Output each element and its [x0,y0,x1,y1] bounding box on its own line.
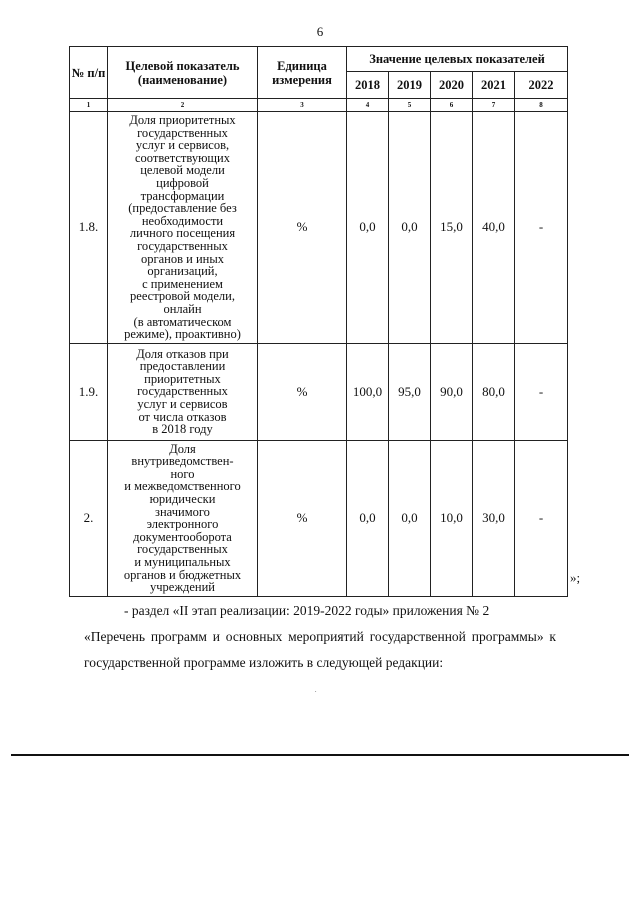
column-number: 8 [515,99,568,112]
header-year: 2019 [389,72,431,99]
header-unit: Единица измерения [258,47,347,99]
stray-mark: . [315,688,317,694]
name-line: необходимости [141,213,224,228]
table-row [70,440,568,596]
name-line: цифровой [156,175,209,190]
name-line: личного посещения [129,226,236,241]
name-line: (в автоматическом [133,314,232,329]
value-cell: 40,0 [473,112,515,344]
name-line: государственных [137,125,228,140]
name-line: органов и иных [141,251,224,266]
name-line: в 2018 году [152,422,213,437]
paragraph-first-line: - раздел «II этап реализации: 2019-2022 годы» приложения № 2 [124,603,490,618]
paragraph-continuation: «Перечень программ и основных мероприятий государственной программы» к государственной программе изложить в следующей редакции: [84,629,556,670]
value-cell: - [515,112,568,344]
value-cell: 30,0 [473,440,515,596]
column-number: 1 [70,99,108,112]
column-number: 3 [258,99,347,112]
name-line: ного [170,466,195,481]
value-cell: 0,0 [347,440,389,596]
name-line: органов и бюджетных [123,567,242,582]
table-closing-quote: »; [570,570,581,585]
name-line: значимого [155,504,210,519]
column-number: 2 [108,99,258,112]
name-line: внутриведомствен- [131,454,234,469]
value-cell: - [515,440,568,596]
name-line: предоставлении [139,359,226,374]
column-number-row [70,99,568,112]
name-line: и муниципальных [134,555,231,570]
value-cell: 15,0 [431,112,473,344]
name-line: от числа отказов [138,409,227,424]
header-year: 2020 [431,72,473,99]
page-number: 6 [316,24,324,39]
indicator-name [108,112,258,344]
header-values: Значение целевых показателей [347,47,568,72]
table-row [70,112,568,344]
name-line: с применением [142,276,223,291]
name-line: услуг и сервисов, [135,138,230,153]
row-number: 2. [70,440,108,596]
name-line: Доля отказов при [136,346,229,361]
table-row [70,343,568,440]
unit-cell: % [258,440,347,596]
column-number: 6 [431,99,473,112]
value-cell: 10,0 [431,440,473,596]
header-name: Целевой показатель (наименование) [108,47,258,99]
value-cell: 0,0 [347,112,389,344]
target-indicators-table [69,46,568,597]
header-year: 2021 [473,72,515,99]
name-line: (предоставление без [128,201,237,216]
value-cell: 95,0 [389,343,431,440]
value-cell: 90,0 [431,343,473,440]
name-line: Доля [169,441,196,456]
indicator-name [108,343,258,440]
value-cell: 0,0 [389,112,431,344]
row-number: 1.9. [70,343,108,440]
header-year: 2018 [347,72,389,99]
name-line: государственных [137,238,228,253]
amendment-paragraph [84,598,556,676]
name-line: приоритетных [144,371,221,386]
column-number: 7 [473,99,515,112]
unit-cell: % [258,112,347,344]
name-line: организаций, [147,264,218,279]
name-line: трансформации [140,188,225,203]
name-line: целевой модели [140,163,225,178]
name-line: учреждений [150,580,215,595]
indicator-name [108,440,258,596]
column-number: 4 [347,99,389,112]
name-line: электронного [146,517,219,532]
name-line: и межведомственного [124,479,241,494]
name-line: режиме), проактивно) [124,327,241,342]
name-line: Доля приоритетных [129,113,236,127]
name-line: юридически [149,492,216,507]
name-line: документооборота [133,529,232,544]
value-cell: 100,0 [347,343,389,440]
name-line: услуг и сервисов [137,396,228,411]
value-cell: 0,0 [389,440,431,596]
name-line: государственных [137,542,228,557]
unit-cell: % [258,343,347,440]
header-year: 2022 [515,72,568,99]
row-number: 1.8. [70,112,108,344]
value-cell: 80,0 [473,343,515,440]
name-line: онлайн [163,301,202,316]
name-line: соответствующих [135,150,230,165]
column-number: 5 [389,99,431,112]
name-line: государственных [137,384,228,399]
name-line: реестровой модели, [130,289,235,304]
page-divider [11,754,629,756]
header-num: № п/п [70,47,108,99]
value-cell: - [515,343,568,440]
